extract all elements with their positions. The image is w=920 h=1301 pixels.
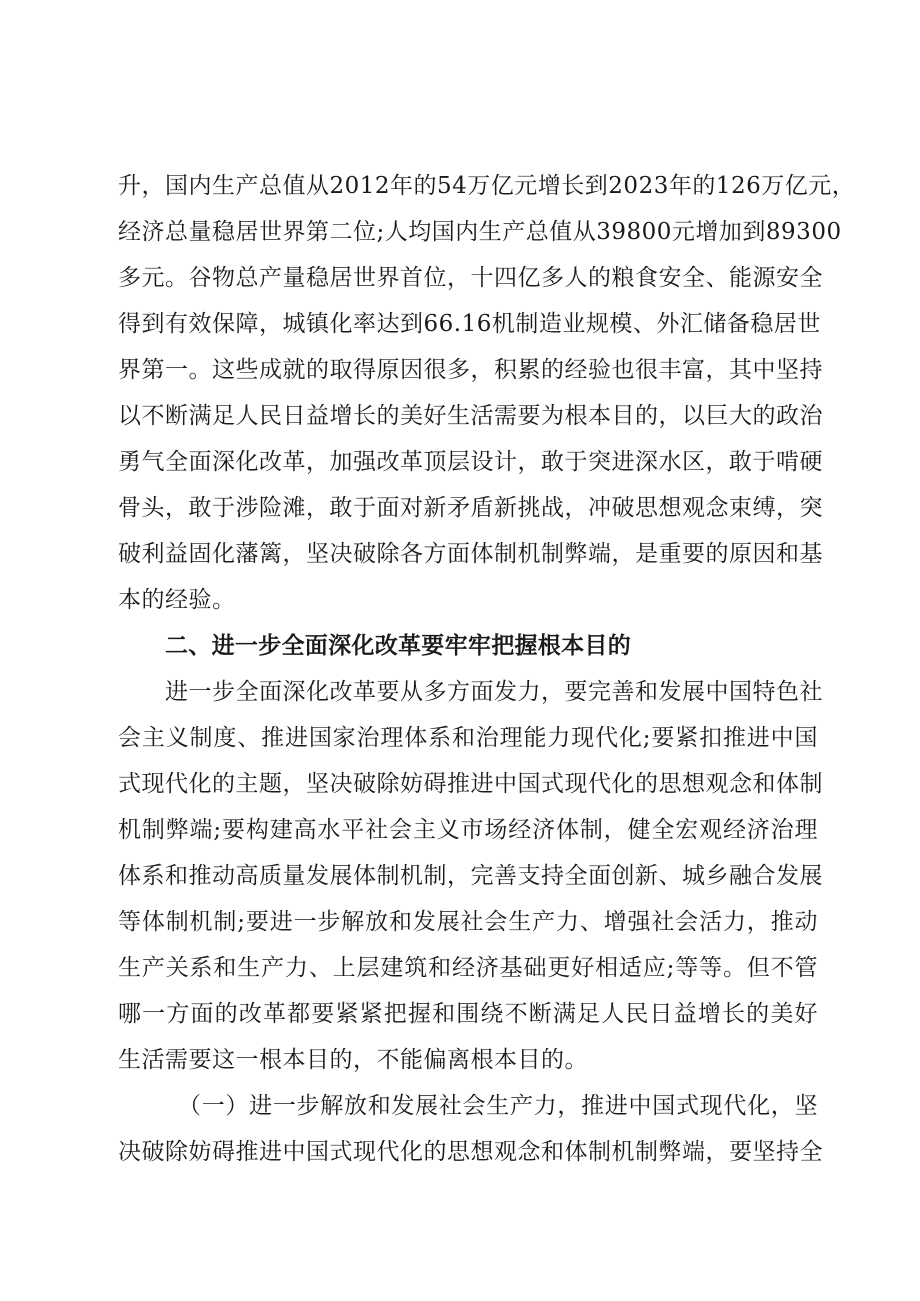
paragraph-line: 体系和推动高质量发展体制机制，完善支持全面创新、城乡融合发展 [118,863,823,889]
paragraph-line: 多元。谷物总产量稳居世界首位，十四亿多人的粮食安全、能源安全 [118,265,823,291]
paragraph-line: 勇气全面深化改革，加强改革顶层设计，敢于突进深水区，敢于啃硬 [118,449,823,475]
paragraph-line: 进一步全面深化改革要从多方面发力，要完善和发展中国特色社 [165,679,823,705]
paragraph-line: 破利益固化藩篱，坚决破除各方面体制机制弊端，是重要的原因和基 [118,541,823,567]
paragraph-line: 等体制机制;要进一步解放和发展社会生产力、增强社会活力，推动 [118,909,818,935]
paragraph-line: （一）进一步解放和发展社会生产力，推进中国式现代化，坚 [178,1093,818,1119]
paragraph-line: 本的经验。 [118,587,236,613]
paragraph-line: 机制弊端;要构建高水平社会主义市场经济体制，健全宏观经济治理 [118,817,818,843]
paragraph-line: 升，国内生产总值从2012年的54万亿元增长到2023年的126万亿元， [118,173,856,199]
paragraph-line: 界第一。这些成就的取得原因很多，积累的经验也很丰富，其中坚持 [118,357,823,383]
section-heading: 二、进一步全面深化改革要牢牢把握根本目的 [165,633,631,659]
paragraph-line: 决破除妨碍推进中国式现代化的思想观念和体制机制弊端，要坚持全 [118,1139,823,1165]
paragraph-line: 以不断满足人民日益增长的美好生活需要为根本目的，以巨大的政治 [118,403,823,429]
paragraph-line: 经济总量稳居世界第二位;人均国内生产总值从39800元增加到89300 [118,219,842,245]
paragraph-line: 式现代化的主题，坚决破除妨碍推进中国式现代化的思想观念和体制 [118,771,823,797]
paragraph-line: 会主义制度、推进国家治理体系和治理能力现代化;要紧扣推进中国 [118,725,818,751]
paragraph-line: 得到有效保障，城镇化率达到66.16机制造业规模、外汇储备稳居世 [118,311,821,337]
paragraph-line: 生产关系和生产力、上层建筑和经济基础更好相适应;等等。但不管 [118,955,818,981]
paragraph-line: 生活需要这一根本目的，不能偏离根本目的。 [118,1047,588,1073]
paragraph-line: 哪一方面的改革都要紧紧把握和围绕不断满足人民日益增长的美好 [118,1001,818,1027]
paragraph-line: 骨头，敢于涉险滩，敢于面对新矛盾新挑战，冲破思想观念束缚，突 [118,495,823,521]
